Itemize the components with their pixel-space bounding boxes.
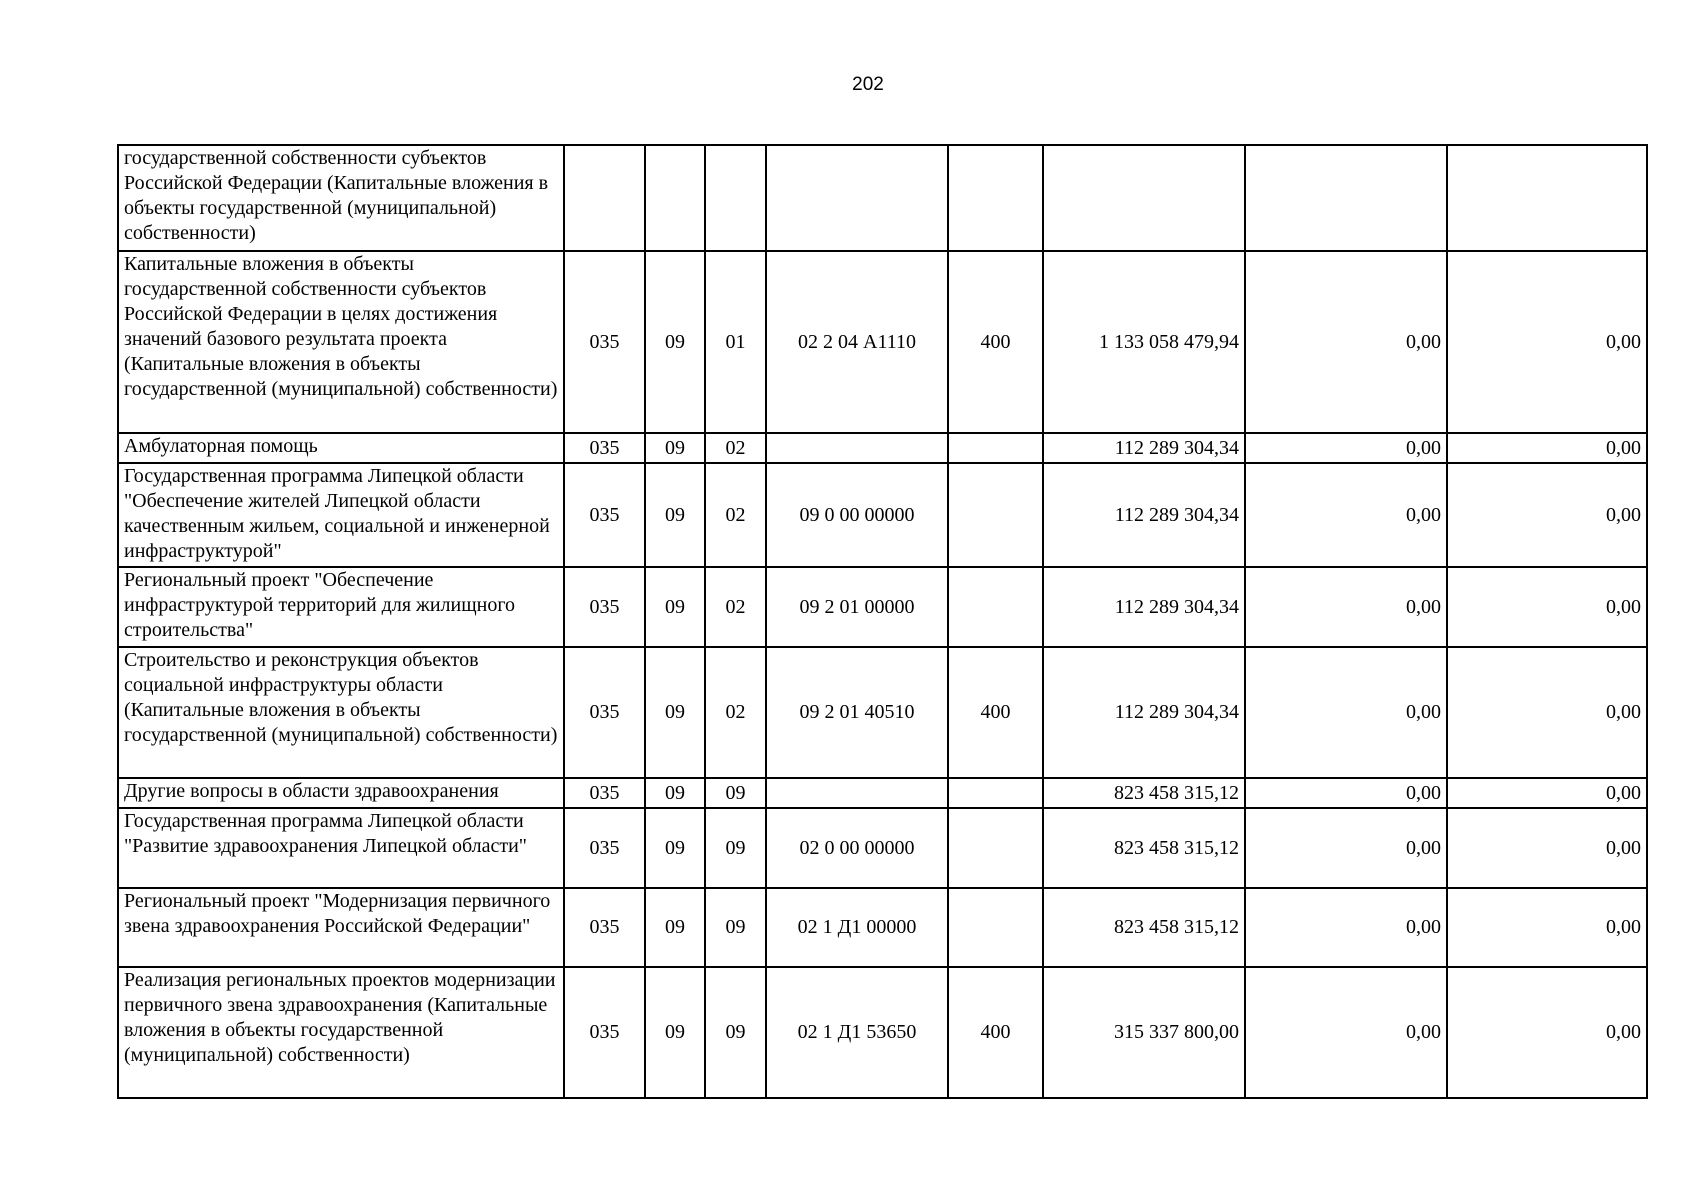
sum-3-cell: 0,00 bbox=[1447, 567, 1647, 647]
page-number: 202 bbox=[852, 74, 884, 95]
subsection-code-cell: 09 bbox=[705, 967, 766, 1098]
ministry-code-cell bbox=[564, 145, 645, 251]
table-row bbox=[118, 433, 1647, 463]
sum-3-cell: 0,00 bbox=[1447, 647, 1647, 778]
row-name-cell: Государственная программа Липецкой области "Обеспечение жителей Липецкой области качественным жильем, социальной и инженерной инфраструктурой" bbox=[118, 463, 564, 567]
row-name-cell: Региональный проект "Модернизация первичного звена здравоохранения Российской Федерации" bbox=[118, 888, 564, 967]
subsection-code-cell: 01 bbox=[705, 251, 766, 433]
target-article-cell: 02 1 Д1 53650 bbox=[766, 967, 948, 1098]
budget-table bbox=[117, 144, 1648, 1099]
sum-1-cell: 823 458 315,12 bbox=[1043, 808, 1245, 888]
ministry-code-cell: 035 bbox=[564, 778, 645, 808]
ministry-code-cell: 035 bbox=[564, 251, 645, 433]
row-name-cell: Региональный проект "Обеспечение инфраструктурой территорий для жилищного строительства" bbox=[118, 567, 564, 647]
section-code-cell: 09 bbox=[645, 647, 705, 778]
table-row bbox=[118, 888, 1647, 967]
sum-2-cell: 0,00 bbox=[1245, 647, 1447, 778]
subsection-code-cell: 09 bbox=[705, 808, 766, 888]
row-name-cell: Строительство и реконструкция объектов социальной инфраструктуры области (Капитальные вложения в объекты государственной (муниципальной) собственности) bbox=[118, 647, 564, 778]
sum-1-cell: 112 289 304,34 bbox=[1043, 433, 1245, 463]
target-article-cell bbox=[766, 778, 948, 808]
sum-1-cell: 1 133 058 479,94 bbox=[1043, 251, 1245, 433]
section-code-cell: 09 bbox=[645, 433, 705, 463]
sum-2-cell: 0,00 bbox=[1245, 778, 1447, 808]
section-code-cell: 09 bbox=[645, 251, 705, 433]
row-name-cell: Капитальные вложения в объекты государственной собственности субъектов Российской Федерации в целях достижения значений базового результата проекта (Капитальные вложения в объекты государственной (муниципальной) собственности) bbox=[118, 251, 564, 433]
sum-3-cell: 0,00 bbox=[1447, 808, 1647, 888]
subsection-code-cell: 09 bbox=[705, 888, 766, 967]
section-code-cell: 09 bbox=[645, 808, 705, 888]
table-row bbox=[118, 251, 1647, 433]
sum-2-cell: 0,00 bbox=[1245, 251, 1447, 433]
section-code-cell: 09 bbox=[645, 967, 705, 1098]
target-article-cell: 09 2 01 40510 bbox=[766, 647, 948, 778]
ministry-code-cell: 035 bbox=[564, 567, 645, 647]
table-row bbox=[118, 778, 1647, 808]
expense-type-cell bbox=[948, 888, 1043, 967]
ministry-code-cell: 035 bbox=[564, 808, 645, 888]
sum-1-cell: 112 289 304,34 bbox=[1043, 463, 1245, 567]
ministry-code-cell: 035 bbox=[564, 888, 645, 967]
table-row bbox=[118, 647, 1647, 778]
section-code-cell: 09 bbox=[645, 888, 705, 967]
ministry-code-cell: 035 bbox=[564, 463, 645, 567]
table-row bbox=[118, 463, 1647, 567]
sum-3-cell bbox=[1447, 145, 1647, 251]
subsection-code-cell: 02 bbox=[705, 647, 766, 778]
target-article-cell: 02 2 04 А1110 bbox=[766, 251, 948, 433]
expense-type-cell: 400 bbox=[948, 647, 1043, 778]
row-name-cell: Другие вопросы в области здравоохранения bbox=[118, 778, 564, 808]
section-code-cell bbox=[645, 145, 705, 251]
sum-3-cell: 0,00 bbox=[1447, 967, 1647, 1098]
target-article-cell: 09 0 00 00000 bbox=[766, 463, 948, 567]
ministry-code-cell: 035 bbox=[564, 967, 645, 1098]
section-code-cell: 09 bbox=[645, 778, 705, 808]
expense-type-cell bbox=[948, 463, 1043, 567]
target-article-cell bbox=[766, 433, 948, 463]
expense-type-cell bbox=[948, 433, 1043, 463]
sum-2-cell: 0,00 bbox=[1245, 463, 1447, 567]
expense-type-cell: 400 bbox=[948, 251, 1043, 433]
sum-3-cell: 0,00 bbox=[1447, 778, 1647, 808]
subsection-code-cell: 02 bbox=[705, 433, 766, 463]
sum-2-cell bbox=[1245, 145, 1447, 251]
subsection-code-cell: 02 bbox=[705, 463, 766, 567]
expense-type-cell: 400 bbox=[948, 967, 1043, 1098]
target-article-cell: 09 2 01 00000 bbox=[766, 567, 948, 647]
subsection-code-cell bbox=[705, 145, 766, 251]
sum-1-cell: 112 289 304,34 bbox=[1043, 647, 1245, 778]
sum-1-cell: 112 289 304,34 bbox=[1043, 567, 1245, 647]
row-name-cell: Государственная программа Липецкой области "Развитие здравоохранения Липецкой области" bbox=[118, 808, 564, 888]
target-article-cell: 02 0 00 00000 bbox=[766, 808, 948, 888]
section-code-cell: 09 bbox=[645, 463, 705, 567]
row-name-cell: государственной собственности субъектов Российской Федерации (Капитальные вложения в объекты государственной (муниципальной) собственности) bbox=[118, 145, 564, 251]
table-row bbox=[118, 145, 1647, 251]
subsection-code-cell: 09 bbox=[705, 778, 766, 808]
sum-2-cell: 0,00 bbox=[1245, 567, 1447, 647]
subsection-code-cell: 02 bbox=[705, 567, 766, 647]
table-row bbox=[118, 808, 1647, 888]
sum-3-cell: 0,00 bbox=[1447, 888, 1647, 967]
table-row bbox=[118, 967, 1647, 1098]
expense-type-cell bbox=[948, 567, 1043, 647]
sum-1-cell: 823 458 315,12 bbox=[1043, 778, 1245, 808]
sum-3-cell: 0,00 bbox=[1447, 463, 1647, 567]
sum-2-cell: 0,00 bbox=[1245, 888, 1447, 967]
sum-2-cell: 0,00 bbox=[1245, 808, 1447, 888]
row-name-cell: Реализация региональных проектов модернизации первичного звена здравоохранения (Капитальные вложения в объекты государственной (муниципальной) собственности) bbox=[118, 967, 564, 1098]
sum-1-cell bbox=[1043, 145, 1245, 251]
target-article-cell: 02 1 Д1 00000 bbox=[766, 888, 948, 967]
expense-type-cell bbox=[948, 808, 1043, 888]
sum-1-cell: 823 458 315,12 bbox=[1043, 888, 1245, 967]
ministry-code-cell: 035 bbox=[564, 433, 645, 463]
table-row bbox=[118, 567, 1647, 647]
sum-2-cell: 0,00 bbox=[1245, 433, 1447, 463]
row-name-cell: Амбулаторная помощь bbox=[118, 433, 564, 463]
ministry-code-cell: 035 bbox=[564, 647, 645, 778]
expense-type-cell bbox=[948, 145, 1043, 251]
sum-2-cell: 0,00 bbox=[1245, 967, 1447, 1098]
sum-3-cell: 0,00 bbox=[1447, 251, 1647, 433]
target-article-cell bbox=[766, 145, 948, 251]
section-code-cell: 09 bbox=[645, 567, 705, 647]
expense-type-cell bbox=[948, 778, 1043, 808]
sum-3-cell: 0,00 bbox=[1447, 433, 1647, 463]
sum-1-cell: 315 337 800,00 bbox=[1043, 967, 1245, 1098]
